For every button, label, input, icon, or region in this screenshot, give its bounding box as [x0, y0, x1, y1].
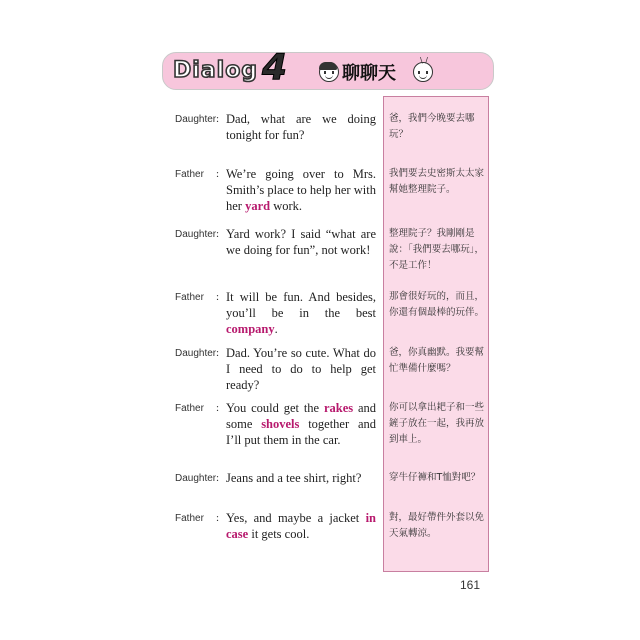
- girl-face-icon: \ /: [413, 62, 433, 82]
- dialog-word: Dialog: [173, 58, 259, 83]
- english-text: Dad. You’re so cute. What do I need to do to help get ready?: [226, 346, 376, 392]
- vocabulary-keyword: rakes: [323, 401, 354, 415]
- speaker-colon: :: [216, 113, 220, 125]
- speaker-colon: :: [216, 402, 220, 414]
- speaker-colon: :: [216, 228, 220, 240]
- speaker-label: Father: [175, 292, 204, 303]
- vocabulary-keyword: company: [226, 322, 275, 336]
- chat-title: 聊聊天: [342, 63, 396, 84]
- english-line: [226, 400, 376, 448]
- speaker-label: Daughter: [175, 229, 217, 240]
- english-text: You could get the: [226, 401, 324, 415]
- speaker-colon: :: [216, 472, 220, 484]
- chinese-translation: 我們要去史密斯太太家幫她整理院子。: [389, 168, 485, 195]
- speaker-label: Father: [175, 513, 204, 524]
- speaker-label: Daughter: [175, 348, 217, 359]
- english-text: and some: [226, 401, 376, 431]
- boy-face-icon: [319, 62, 339, 82]
- vocabulary-keyword: yard: [245, 199, 271, 213]
- vocabulary-keyword: shovels: [261, 417, 300, 431]
- speaker-colon: :: [216, 347, 220, 359]
- speaker-colon: :: [216, 512, 220, 524]
- speaker-label: Father: [175, 403, 204, 414]
- english-text: Jeans and a tee shirt, right?: [226, 471, 362, 485]
- english-text: Yard work? I said “what are we doing for fun”, not work!: [226, 227, 376, 257]
- english-text: It will be fun. And besides, you’ll be in the best: [226, 290, 376, 320]
- english-line: [226, 111, 376, 143]
- speaker-colon: :: [216, 168, 220, 180]
- dialog-number: 4: [262, 47, 288, 88]
- chinese-translation: 你可以拿出耙子和一些鏟子放在一起，我再放到車上。: [389, 402, 485, 445]
- speaker-label: Daughter: [175, 473, 217, 484]
- english-text: We’re going over to Mrs. Smith’s place to help her with her: [226, 167, 376, 213]
- english-line: [226, 289, 376, 337]
- english-line: [226, 166, 376, 214]
- english-text: Dad, what are we doing tonight for fun?: [226, 112, 376, 142]
- english-line: [226, 470, 376, 486]
- english-text: together and I’ll put them in the car.: [226, 417, 376, 447]
- english-text: Yes, and maybe a jacket: [226, 511, 366, 525]
- page-number: 161: [460, 578, 481, 592]
- english-text: it gets cool.: [248, 527, 310, 541]
- chinese-translation: 爸，我們今晚要去哪玩？: [389, 113, 475, 140]
- english-line: [226, 226, 376, 258]
- english-text: .: [274, 322, 278, 336]
- speaker-label: Daughter: [175, 114, 217, 125]
- chinese-translation: 那會很好玩的，而且，你還有個最棒的玩伴。: [389, 291, 485, 318]
- dialog-banner: [162, 47, 494, 90]
- english-line: [226, 510, 376, 542]
- chinese-translation: 整理院子？我剛剛是說：「我們要去哪玩」，不是工作！: [389, 228, 485, 271]
- speaker-label: Father: [175, 169, 204, 180]
- vocabulary-keyword: in case: [226, 511, 376, 541]
- chinese-translation: 爸，你真幽默。我要幫忙準備什麼嗎？: [389, 347, 485, 374]
- speaker-colon: :: [216, 291, 220, 303]
- english-text: work.: [270, 199, 303, 213]
- chinese-translation: 穿牛仔褲和T恤對吧？: [389, 472, 481, 483]
- english-line: [226, 345, 376, 393]
- chinese-translation: 對，最好帶件外套以免天氣轉涼。: [389, 512, 485, 539]
